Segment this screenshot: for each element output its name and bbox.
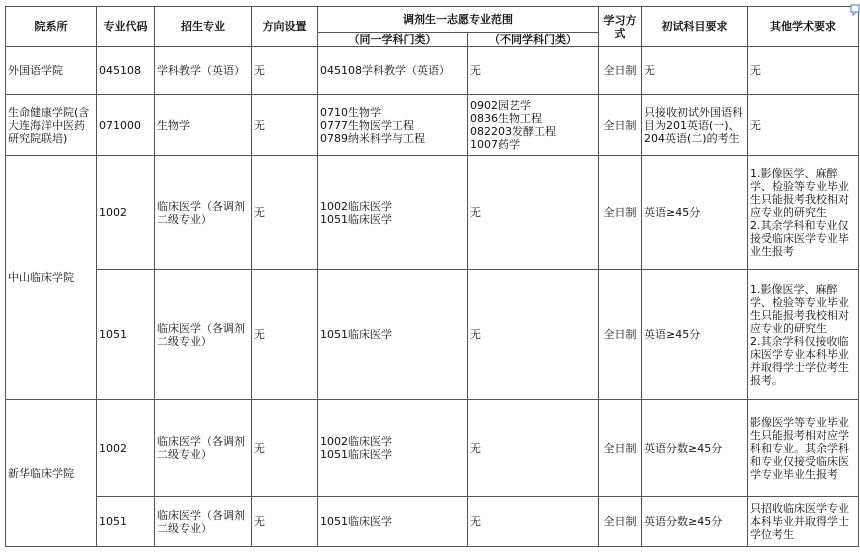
exam-req-cell: 英语分数≥45分 xyxy=(642,497,748,547)
header-same-category: （同一学科门类） xyxy=(318,33,468,47)
study-mode-cell: 全日制 xyxy=(599,270,642,400)
admission-table xyxy=(5,6,859,547)
direction-cell: 无 xyxy=(252,400,318,497)
diff-category-cell: 无 xyxy=(468,400,599,497)
other-req-cell: 1.影像医学、麻醉学、检验等专业毕业生只能报考我校相对应专业的研究生 2.其余学科仅接收临床医学专业本科毕业并取得学士学位考生报考。 xyxy=(748,270,859,400)
table-row xyxy=(6,497,859,547)
other-req-cell: 只招收临床医学专业本科毕业并取得学士学位考生 xyxy=(748,497,859,547)
code-cell: 045108 xyxy=(97,47,155,95)
major-cell: 生物学 xyxy=(155,95,252,156)
major-cell: 临床医学（各调剂二级专业） xyxy=(155,400,252,497)
header-major: 招生专业 xyxy=(155,7,252,47)
header-direction: 方向设置 xyxy=(252,7,318,47)
diff-category-cell: 无 xyxy=(468,47,599,95)
other-req-cell: 无 xyxy=(748,95,859,156)
diff-category-cell: 无 xyxy=(468,270,599,400)
direction-cell: 无 xyxy=(252,95,318,156)
header-adjust-range: 调剂生一志愿专业范围 xyxy=(318,7,599,33)
other-req-cell: 影像医学等专业毕业生只能报考相对应学科和专业。其余学科和专业仅接受临床医学专业毕业生报考 xyxy=(748,400,859,497)
exam-req-cell: 英语≥45分 xyxy=(642,270,748,400)
header-exam-req: 初试科目要求 xyxy=(642,7,748,47)
dept-cell: 外国语学院 xyxy=(6,47,97,95)
table-row xyxy=(6,95,859,156)
code-cell: 1051 xyxy=(97,270,155,400)
exam-req-cell: 英语≥45分 xyxy=(642,156,748,270)
header-other-req: 其他学术要求 xyxy=(748,7,859,47)
exam-req-cell: 英语分数≥45分 xyxy=(642,400,748,497)
table-row xyxy=(6,400,859,497)
same-category-cell: 0710生物学 0777生物医学工程 0789纳米科学与工程 xyxy=(318,95,468,156)
comment-icon xyxy=(850,4,860,16)
table-row xyxy=(6,47,859,95)
code-cell: 071000 xyxy=(97,95,155,156)
study-mode-cell: 全日制 xyxy=(599,400,642,497)
study-mode-cell: 全日制 xyxy=(599,47,642,95)
same-category-cell: 1051临床医学 xyxy=(318,270,468,400)
study-mode-cell: 全日制 xyxy=(599,95,642,156)
other-req-cell: 1.影像医学、麻醉学、检验等专业毕业生只能报考我校相对应专业的研究生 2.其余学科和专业仅接受临床医学专业毕业生报考 xyxy=(748,156,859,270)
code-cell: 1002 xyxy=(97,400,155,497)
header-study-mode: 学习方式 xyxy=(599,7,642,47)
major-cell: 临床医学（各调剂二级专业） xyxy=(155,497,252,547)
code-cell: 1002 xyxy=(97,156,155,270)
exam-req-cell: 无 xyxy=(642,47,748,95)
exam-req-cell: 只接收初试外国语科目为201英语(一)、204英语(二)的考生 xyxy=(642,95,748,156)
header-dept: 院系所 xyxy=(6,7,97,47)
direction-cell: 无 xyxy=(252,156,318,270)
diff-category-cell: 无 xyxy=(468,156,599,270)
same-category-cell: 1051临床医学 xyxy=(318,497,468,547)
direction-cell: 无 xyxy=(252,497,318,547)
diff-category-cell: 无 xyxy=(468,497,599,547)
table-row xyxy=(6,156,859,270)
major-cell: 临床医学（各调剂二级专业） xyxy=(155,156,252,270)
header-diff-category: （不同学科门类） xyxy=(468,33,599,47)
same-category-cell: 1002临床医学 1051临床医学 xyxy=(318,400,468,497)
major-cell: 临床医学（各调剂二级专业） xyxy=(155,270,252,400)
direction-cell: 无 xyxy=(252,270,318,400)
same-category-cell: 045108学科教学（英语） xyxy=(318,47,468,95)
study-mode-cell: 全日制 xyxy=(599,497,642,547)
code-cell: 1051 xyxy=(97,497,155,547)
header-code: 专业代码 xyxy=(97,7,155,47)
same-category-cell: 1002临床医学 1051临床医学 xyxy=(318,156,468,270)
dept-cell: 中山临床学院 xyxy=(6,156,97,400)
other-req-cell: 无 xyxy=(748,47,859,95)
table-row xyxy=(6,270,859,400)
dept-cell: 新华临床学院 xyxy=(6,400,97,547)
diff-category-cell: 0902园艺学 0836生物工程 082203发酵工程 1007药学 xyxy=(468,95,599,156)
study-mode-cell: 全日制 xyxy=(599,156,642,270)
major-cell: 学科教学（英语） xyxy=(155,47,252,95)
direction-cell: 无 xyxy=(252,47,318,95)
dept-cell: 生命健康学院(含大连海洋中医药研究院联培) xyxy=(6,95,97,156)
